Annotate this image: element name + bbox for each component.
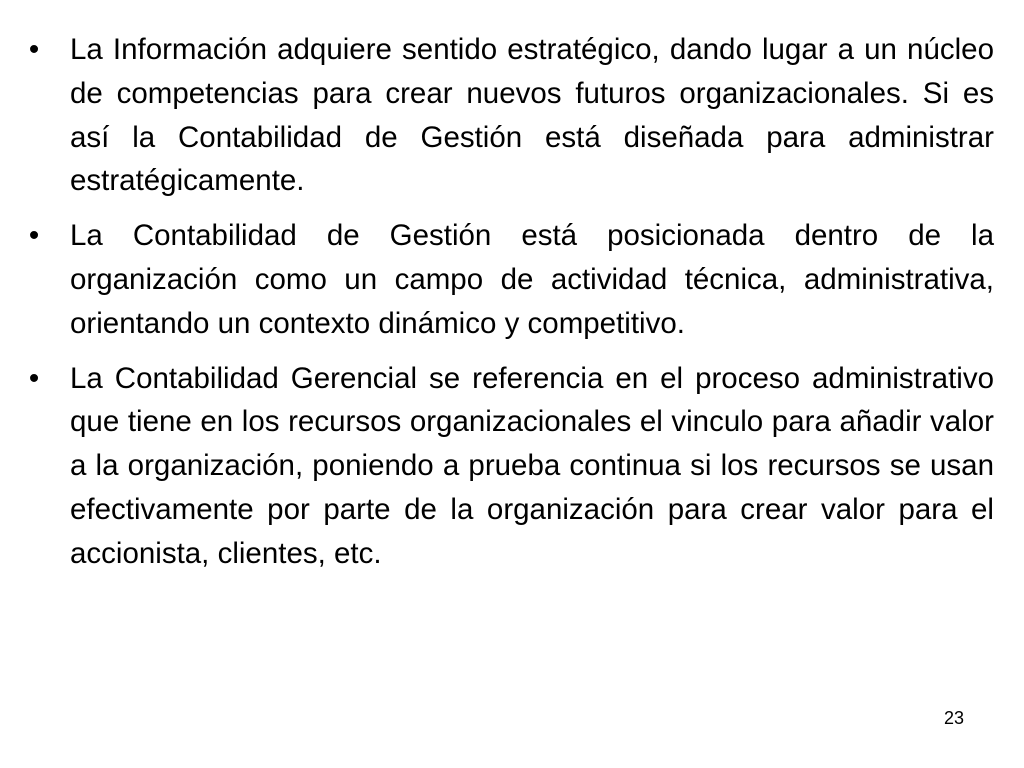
- bullet-marker: •: [28, 33, 40, 66]
- bullet-item: [24, 357, 994, 576]
- bullet-list: [24, 28, 994, 587]
- bullet-text: La Información adquiere sentido estratégico, dando lugar a un núcleo de competencias para crear nuevos futuros organizacionales. Si es así la Contabilidad de Gestión está diseñada para administrar estratégicamente.: [70, 33, 994, 198]
- bullet-item: [24, 214, 994, 345]
- bullet-marker: •: [28, 361, 40, 395]
- bullet-text: La Contabilidad de Gestión está posicionada dentro de la organización como un campo de actividad técnica, administrativa, orientando un contexto dinámico y competitivo.: [70, 219, 994, 340]
- bullet-item: [24, 28, 994, 203]
- bullet-marker: •: [28, 219, 40, 253]
- slide-number: 23: [943, 708, 964, 728]
- bullet-text: La Contabilidad Gerencial se referencia en el proceso administrativo que tiene en los recursos organizacionales el vinculo para añadir valor a la organización, poniendo a prueba continua si los recursos se usan efectivamente por parte de la organización para crear valor para el accionista, clientes, etc.: [70, 361, 994, 570]
